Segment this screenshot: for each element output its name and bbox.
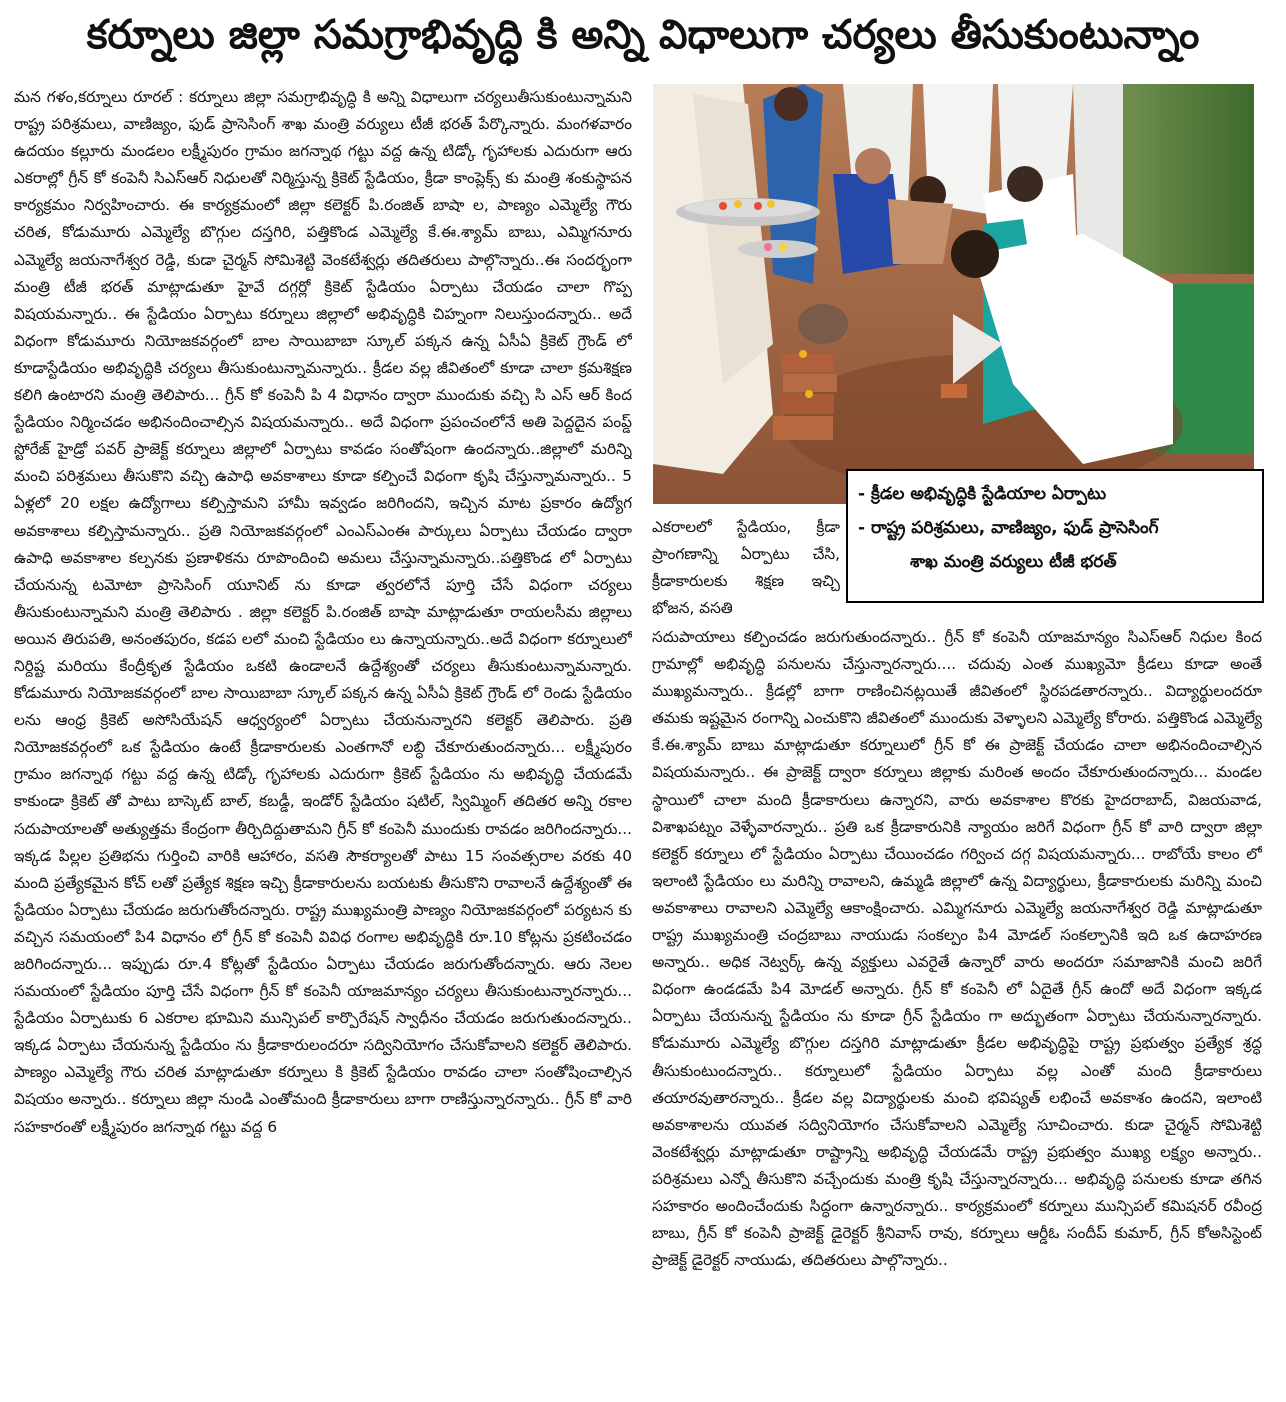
- headline: కర్నూలు జిల్లా సమగ్రాభివృద్ధి కి అన్ని విధాలుగా చర్యలు తీసుకుంటున్నాం: [86, 12, 1200, 58]
- article-right-column-top: ఎకరాలలో స్టేడియం, క్రీడా ప్రాంగణాన్ని ఏర్పాటు చేసి, క్రీడాకారులకు శిక్షణ ఇచ్చి భోజన, వసతి: [652, 518, 840, 618]
- highlights-box: [846, 469, 1264, 603]
- highlight-item: - రాష్ట్ర పరిశ్రమలు, వాణిజ్యం, ఫుడ్ ప్రాసెసింగ్: [858, 518, 1159, 538]
- article-left-column: మన గళం,కర్నూలు రూరల్ : కర్నూలు జిల్లా సమగ్రాభివృద్ధి కి అన్ని విధాలుగా చర్యలుతీసుకుంటున్నామని రాష్ట్ర పరిశ్రమలు, వాణిజ్యం, ఫుడ్ ప్రాసెసింగ్ శాఖ మంత్రి వర్యులు టీజీ భరత్ పేర్కొన్నారు. మంగళవారం ఉదయం కల్లూరు మండలం లక్ష్మీపురం గ్రామం జగన్నాథ గట్టు వద్ద ఉన్న టిడ్కో గృహాలకు ఎదురుగా ఆరు ఎకరాల్లో గ్రీన్ కో కంపెనీ సిఎస్ఆర్ నిధులతో నిర్మిస్తున్న క్రికెట్ స్టేడియం, క్రీడా కాంప్లెక్స్ కు మంత్రి శంకుస్థాపన కార్యక్రమం నిర్వహించారు. ఈ కార్యక్రమంలో జిల్లా కలెక్టర్ పి.రంజిత్ బాషా ల, పాణ్యం ఎమ్మెల్యే గౌరు చరిత, కోడుమూరు ఎమ్మెల్యే బొగ్గుల దస్తగిరి, పత్తికొండ ఎమ్మెల్యే కే.ఈ.శ్యామ్ బాబు, ఎమ్మిగనూరు ఎమ్మెల్యే జయనాగేశ్వర రెడ్డి, కుడా చైర్మన్ సోమిశెట్టి వెంకటేశ్వర్లు తదితరులు పాల్గొన్నారు..ఈ సందర్భంగా మంత్రి టీజీ భరత్ మాట్లాడుతూ హైవే దగ్గర్లో క్రికెట్ స్టేడియం ఏర్పాటు చేయడం చాలా గొప్ప విషయమన్నారు.. ఈ స్టేడియం ఏర్పాటు కర్నూలు జిల్లాలో అభివృద్ధికి చిహ్నంగా నిలుస్తుందన్నారు.. అదే విధంగా కోడుమూరు నియోజకవర్గంలో బాల సాయిబాబా స్కూల్ పక్కన ఉన్న ఏసీఏ క్రికెట్ గ్రౌండ్ లో కూడాస్టేడియం అభివృద్ధికి చర్యలు తీసుకుంటున్నామన్నారు.. క్రీడల వల్ల జీవితంలో కూడా చాలా క్రమశిక్షణ కలిగి ఉంటారని మంత్రి తెలిపారు... గ్రీన్ కో కంపెనీ పి 4 విధానం ద్వారా ముందుకు వచ్చి సి ఎస్ ఆర్ కింద స్టేడియం నిర్మించడం అభినందించాల్సిన విషయమన్నారు.. అదే విధంగా ప్రపంచంలోనే అతి పెద్దదైన పంప్డ్ స్టోరేజ్ హైడ్రో పవర్ ప్రాజెక్ట్ కర్నూలు జిల్లాలో ఏర్పాటు కావడం సంతోషంగా ఉందన్నారు..జిల్లాలో మరిన్ని మంచి పరిశ్రమలు తీసుకొని వచ్చి ఉపాధి అవకాశాలు కూడా కల్పించే విధంగా కృషి చేస్తున్నామన్నారు.. 5 ఏళ్లలో 20 లక్షల ఉద్యోగాలు కల్పిస్తామని హామీ ఇవ్వడం జరిగిందని, ఇచ్చిన మాట ప్రకారం ఉద్యోగ అవకాశాలు కల్పిస్తామన్నారు.. ప్రతి నియోజకవర్గంలో ఎంఎస్ఎంఈ పార్కులు ఏర్పాటు చేయడం ద్వారా ఉపాధి అవకాశాల కల్పనకు ప్రణాళికను రూపొందించి అమలు చేస్తున్నామన్నారు..పత్తికొండ లో ఏర్పాటు చేయనున్న టమోటా ప్రాసెసింగ్ యూనిట్ ను కూడా త్వరలోనే పూర్తి చేసే విధంగా చర్యలు తీసుకుంటున్నామని మంత్రి తెలిపారు . జిల్లా కలెక్టర్ పి.రంజిత్ బాషా మాట్లాడుతూ రాయలసీమ జిల్లాలు అయిన తిరుపతి, అనంతపురం, కడప లలో మంచి స్టేడియం లు ఉన్నాయన్నారు..అదే విధంగా కర్నూలులో నిర్దిష్ట మరియు కేంద్రీకృత స్టేడియం ఒకటి ఉండాలనే ఉద్దేశ్యంతో చర్యలు తీసుకుంటున్నామన్నారు. కోడుమూరు నియోజకవర్గంలో బాల సాయిబాబా స్కూల్ పక్కన ఉన్న ఏసీఏ క్రికెట్ గ్రౌండ్ లో రెండు స్టేడియం లను ఆంధ్ర క్రికెట్ అసోసియేషన్ ఆధ్వర్యంలో ఏర్పాటు చేయనున్నారని కలెక్టర్ తెలిపారు. ప్రతి నియోజకవర్గంలో ఒక స్టేడియం ఉంటే క్రీడాకారులకు ఎంతగానో లబ్ధి చేకూరుతుందన్నారు... లక్ష్మీపురం గ్రామం జగన్నాథ గట్టు వద్ద ఉన్న టిడ్కో గృహాలకు ఎదురుగా క్రికెట్ స్టేడియం ను అభివృద్ధి చేయడమే కాకుండా క్రికెట్ తో పాటు బాస్కెట్ బాల్, కబడ్డీ, ఇండోర్ స్టేడియం షటిల్, స్విమ్మింగ్ తదితర అన్ని రకాల సదుపాయాలతో అత్యుత్తమ కేంద్రంగా తీర్చిదిద్దుతామని గ్రీన్ కో కంపెనీ ముందుకు రావడం జరిగిందన్నారు... ఇక్కడ పిల్లల ప్రతిభను గుర్తించి వారికి ఆహారం, వసతి సౌకర్యాలతో పాటు 15 సంవత్సరాల వరకు 40 మంది ప్రత్యేకమైన కోచ్ లతో ప్రత్యేక శిక్షణ ఇచ్చి క్రీడాకారులను బయటకు తీసుకొని రావాలనే ఉద్దేశ్యంతో ఈ స్టేడియం ఏర్పాటు చేయడం జరుగుతోందన్నారు. రాష్ట్ర ముఖ్యమంత్రి పాణ్యం నియోజకవర్గంలో పర్యటన కు వచ్చిన సమయంలో పి4 విధానం లో గ్రీన్ కో కంపెనీ వివిధ రంగాల అభివృద్ధికి రూ.10 కోట్లను ప్రకటించడం జరిగిందన్నారు... ఇప్పుడు రూ.4 కోట్లతో స్టేడియం ఏర్పాటు చేయడం జరుగుతోందన్నారు. ఆరు నెలల సమయంలో స్టేడియం పూర్తి చేసే విధంగా గ్రీన్ కో కంపెనీ యాజమాన్యం చర్యలు తీసుకుంటున్నారన్నారు... స్టేడియం ఏర్పాటుకు 6 ఎకరాల భూమిని మున్సిపల్ కార్పొరేషన్ స్వాధీనం చేయడం జరుగుతుందన్నారు.. ఇక్కడ ఏర్పాటు చేయనున్న స్టేడియం ను క్రీడాకారులందరూ సద్వినియోగం చేసుకోవాలని కలెక్టర్ తెలిపారు. పాణ్యం ఎమ్మెల్యే గౌరు చరిత మాట్లాడుతూ కర్నూలు కి క్రికెట్ స్టేడియం రావడం చాలా సంతోషించాల్సిన విషయం అన్నారు.. కర్నూలు జిల్లా నుండి ఎంతోమంది క్రీడాకారులు బాగా రాణిస్తున్నారన్నారు.. గ్రీన్ కో వారి సహకారంతో లక్ష్మీపురం జగన్నాథ గట్టు వద్ద 6: [14, 88, 632, 1136]
- highlight-item: - క్రీడల అభివృద్ధికి స్టేడియాల ఏర్పాటు: [858, 484, 1107, 504]
- event-photo: [653, 84, 1254, 504]
- highlight-item: శాఖ మంత్రి వర్యులు టీజీ భరత్: [910, 552, 1117, 572]
- article-right-column: సదుపాయాలు కల్పించడం జరుగుతుందన్నారు.. గ్రీన్ కో కంపెనీ యాజమాన్యం సిఎస్ఆర్ నిధుల కింద గ్రామాల్లో అభివృద్ధి పనులను చేస్తున్నారన్నారు.... చదువు ఎంత ముఖ్యమో క్రీడలు కూడా అంతే ముఖ్యమన్నారు.. క్రీడల్లో బాగా రాణించినట్లయితే జీవితంలో స్థిరపడతారన్నారు.. విద్యార్థులందరూ తమకు ఇష్టమైన రంగాన్ని ఎంచుకొని జీవితంలో ముందుకు వెళ్ళాలని ఎమ్మెల్యే కోరారు. పత్తికొండ ఎమ్మెల్యే కే.ఈ.శ్యామ్ బాబు మాట్లాడుతూ కర్నూలులో గ్రీన్ కో ఈ ప్రాజెక్ట్ చేయడం చాలా అభినందించాల్సిన విషయమన్నారు.. ఈ ప్రాజెక్ట్ ద్వారా కర్నూలు జిల్లాకు మరింత అందం చేకూరుతుందన్నారు... మండల స్థాయిలో చాలా మంది క్రీడాకారులు ఉన్నారని, వారు అవకాశాల కొరకు హైదరాబాద్, విజయవాడ, విశాఖపట్నం వెళ్ళేవారన్నారు.. ప్రతి ఒక క్రీడాకారునికి న్యాయం జరిగే విధంగా గ్రీన్ కో వారి ద్వారా జిల్లా కలెక్టర్ కర్నూలు లో స్టేడియం ఏర్పాటు చేయించడం గర్వించ దగ్గ విషయమన్నారు... రాబోయే కాలం లో ఇలాంటి స్టేడియం లు మరిన్ని రావాలని, ఉమ్మడి జిల్లాలో ఉన్న విద్యార్థులు, క్రీడాకారులకు మరిన్ని మంచి అవకాశాలు రావాలని ఎమ్మెల్యే ఆకాంక్షించారు. ఎమ్మిగనూరు ఎమ్మెల్యే జయనాగేశ్వర రెడ్డి మాట్లాడుతూ రాష్ట్ర ముఖ్యమంత్రి చంద్రబాబు నాయుడు సంకల్పం పి4 మోడల్ సంకల్పానికి ఇది ఒక ఉదాహరణ అన్నారు.. అధిక నెట్వర్క్ ఉన్న వ్యక్తులు ఎవరైతే ఉన్నారో వారు అందరూ సమాజానికి మంచి జరిగే విధంగా ఉండడమే పి4 మోడల్ అన్నారు. గ్రీన్ కో కంపెనీ లో ఏదైతే గ్రీన్ ఉందో అదే విధంగా ఇక్కడ ఏర్పాటు చేయనున్న స్టేడియం ను కూడా గ్రీన్ స్టేడియం గా అద్భుతంగా ఏర్పాటు చేయనున్నారన్నారు. కోడుమూరు ఎమ్మెల్యే బొగ్గుల దస్తగిరి మాట్లాడుతూ క్రీడల అభివృద్ధిపై రాష్ట్ర ప్రభుత్వం ప్రత్యేక శ్రద్ధ తీసుకుంటుందన్నారు.. కర్నూలులో స్టేడియం ఏర్పాటు వల్ల ఎంతో మంది క్రీడాకారులు తయారవుతారన్నారు.. క్రీడల వల్ల విద్యార్థులకు మంచి భవిష్యత్ లభించే అవకాశం ఉందని, ఇలాంటి అవకాశాలను యువత సద్వినియోగం చేసుకోవాలని ఎమ్మెల్యే సూచించారు. కుడా చైర్మన్ సోమిశెట్టి వెంకటేశ్వర్లు మాట్లాడుతూ రాష్ట్రాన్ని అభివృద్ధి చేయడమే రాష్ట్ర ప్రభుత్వం ముఖ్య లక్ష్యం అన్నారు.. పరిశ్రమలు ఎన్నో తీసుకొని వచ్చేందుకు మంత్రి కృషి చేస్తున్నారన్నారు... అభివృద్ధి పనులకు కూడా తగిన సహకారం అందించేందుకు సిద్ధంగా ఉన్నారన్నారు.. కార్యక్రమంలో కర్నూలు మున్సిపల్ కమిషనర్ రవీంద్ర బాబు, గ్రీన్ కో కంపెనీ ప్రాజెక్ట్ డైరెక్టర్ శ్రీనివాస్ రావు, కర్నూలు ఆర్డీఓ సందీప్ కుమార్, గ్రీన్ కోఅసిస్టెంట్ ప్రాజెక్ట్ డైరెక్టర్ నాయుడు, తదితరులు పాల్గొన్నారు..: [652, 628, 1262, 1270]
